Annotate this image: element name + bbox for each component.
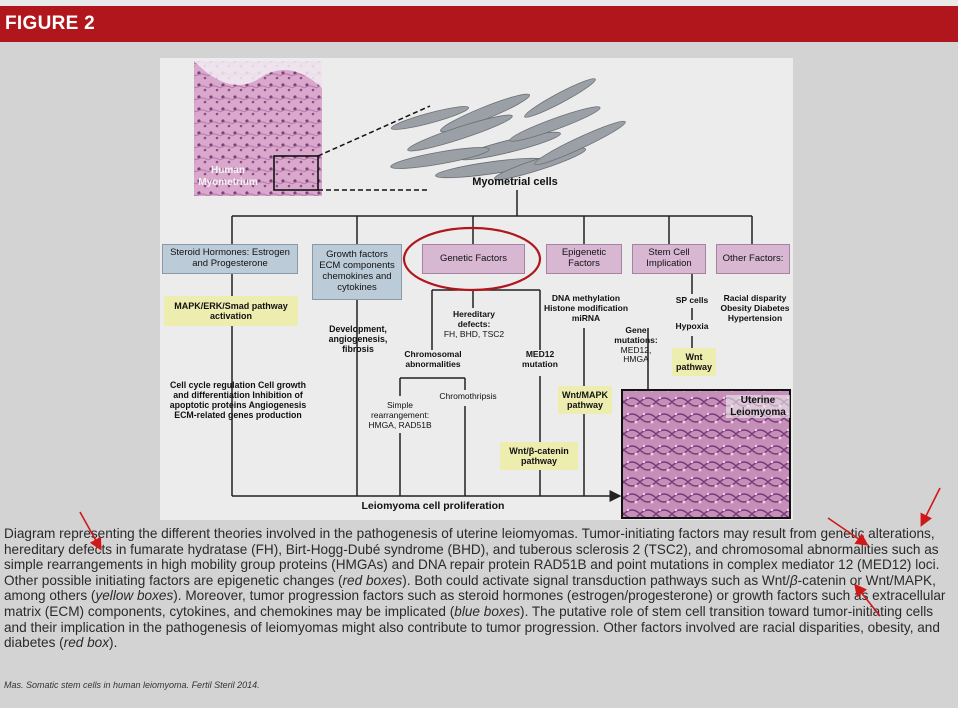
wnt-pathway-box: Wnt pathway bbox=[672, 348, 716, 376]
med12-mutation: MED12 mutation bbox=[522, 349, 558, 369]
human-myometrium-label: Human Myometrium bbox=[198, 165, 258, 188]
hereditary-defects-title: Hereditary defects: bbox=[452, 309, 496, 329]
chromosomal-abnormalities: Chromosomal abnormalities bbox=[404, 349, 462, 369]
other-factors-list: Racial disparity Obesity Diabetes Hypertension bbox=[720, 293, 790, 323]
caption-text-2: ). Both could activate signal transduction pathways such as Wnt/ bbox=[402, 572, 790, 588]
hereditary-defects-list: FH, BHD, TSC2 bbox=[443, 328, 505, 339]
caption-red-boxes: red boxes bbox=[342, 572, 403, 588]
growth-effects: Development, angiogenesis, fibrosis bbox=[328, 324, 388, 355]
citation: Mas. Somatic stem cells in human leiomyoma. Fertil Steril 2014. bbox=[4, 680, 260, 690]
red-arrow-3 bbox=[922, 488, 940, 524]
wnt-beta-catenin-box: Wnt/β-catenin pathway bbox=[500, 442, 578, 470]
hypoxia: Hypoxia bbox=[675, 321, 709, 331]
gene-mutations-title: Gene mutations: bbox=[614, 325, 658, 345]
caption-beta: β bbox=[789, 572, 798, 588]
simple-rearrangement-title: Simple rearrangement: bbox=[370, 400, 430, 420]
caption-text-4: ). Moreover, tumor progression factors such as steroid hormones (estrogen/progesterone) or growth factors such as extracellular matrix (ECM) components, cytokines, and chemokines may be implicated ( bbox=[4, 588, 946, 619]
category-growth-factors: Growth factors ECM components chemokines and cytokines bbox=[312, 244, 402, 300]
chromothripsis: Chromothripsis bbox=[439, 391, 497, 401]
red-arrow-1 bbox=[80, 512, 100, 548]
uterine-leiomyoma-label: Uterine Leiomyoma bbox=[726, 395, 790, 418]
category-genetic-factors: Genetic Factors bbox=[422, 244, 525, 274]
mapk-pathway-box: MAPK/ERK/Smad pathway activation bbox=[164, 296, 298, 326]
steroid-effects: Cell cycle regulation Cell growth and differentiation Inhibition of apoptotic proteins Angiogenesis ECM-related genes production bbox=[169, 380, 307, 421]
category-steroid-hormones: Steroid Hormones: Estrogen and Progesterone bbox=[162, 244, 298, 274]
sp-cells: SP cells bbox=[675, 295, 709, 305]
caption-red-box: red box bbox=[63, 635, 110, 651]
red-arrow-2 bbox=[828, 518, 866, 544]
caption-yellow-boxes: yellow boxes bbox=[95, 588, 174, 604]
myometrial-cells-label: Myometrial cells bbox=[472, 176, 558, 188]
red-arrow-4 bbox=[856, 586, 880, 616]
category-stem-cell: Stem Cell Implication bbox=[632, 244, 706, 274]
category-epigenetic-factors: Epigenetic Factors bbox=[546, 244, 622, 274]
gene-mutations-list: MED12, HMGA bbox=[620, 344, 652, 365]
wnt-mapk-box: Wnt/MAPK pathway bbox=[558, 386, 612, 414]
figure-banner: FIGURE 2 bbox=[0, 6, 958, 42]
proliferation-label: Leiomyoma cell proliferation bbox=[361, 500, 505, 512]
caption-text-3: -catenin or Wnt/MAPK, among others ( bbox=[4, 572, 936, 604]
caption-text-1: Diagram representing the different theories involved in the pathogenesis of uterine leiomyomas. Tumor-initiating factors may result from genetic alterations, hereditary defects in fumarate hydratase (FH), Birt-Hogg-Dubé syndrome (BHD), and tuberous sclerosis 2 (TSC2), and chromosomal abnormalities such as simple rearrangements in high mobility group proteins (HMGAs) and DNA repair protein RAD51B and point mutations in complex mediator 12 (MED12) loci. Other possible initiating factors are epigenetic changes ( bbox=[4, 526, 940, 588]
epigenetic-list: DNA methylation Histone modification miRNA bbox=[543, 293, 629, 323]
caption-text-5: ). The putative role of stem cell transition toward tumor-initiating cells and their implication in the pathogenesis of leiomyomas might also contribute to tumor progression. Other factors involved are racial disparities, obesity, and diabetes ( bbox=[4, 603, 940, 651]
simple-rearrangement-list: HMGA, RAD51B bbox=[368, 419, 432, 430]
category-other-factors: Other Factors: bbox=[716, 244, 790, 274]
caption-blue-boxes: blue boxes bbox=[454, 603, 521, 619]
caption-text-6: ). bbox=[109, 635, 118, 651]
